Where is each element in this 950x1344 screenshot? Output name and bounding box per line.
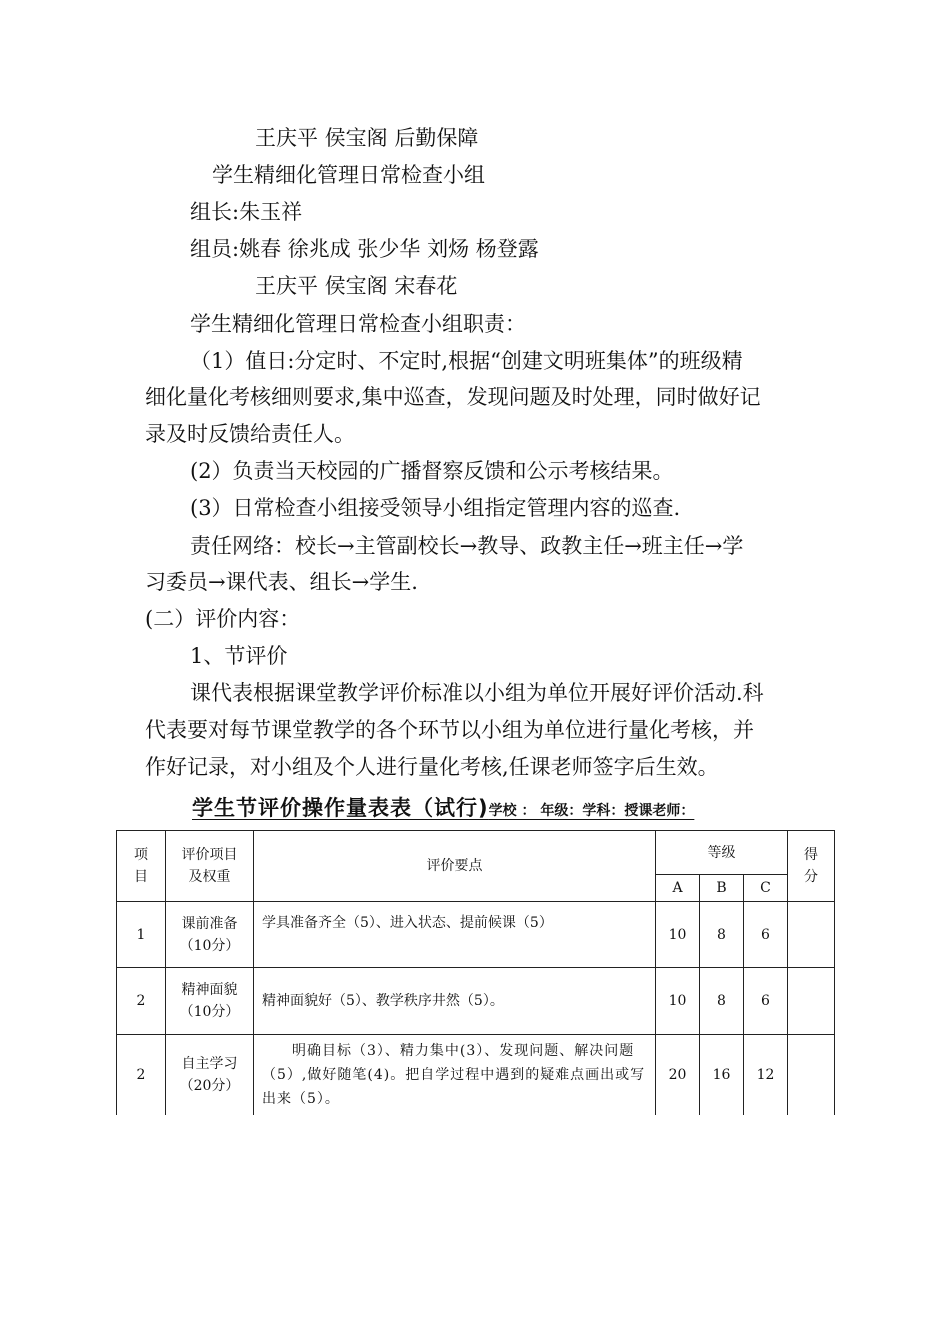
header-item-weight: 评价项目及权重	[166, 831, 254, 902]
paragraph-group-members-cont: 王庆平 侯宝阁 宋春花	[255, 274, 458, 298]
evaluation-table	[116, 830, 835, 1115]
cell-desc	[254, 1035, 656, 1116]
paragraph-responsibility-network: 责任网络：校长→主管副校长→教导、政教主任→班主任→学	[190, 534, 744, 558]
heading-group-duties: 学生精细化管理日常检查小组职责：	[190, 312, 526, 336]
heading-evaluation-content: (二）评价内容：	[145, 607, 301, 631]
cell-item	[166, 1035, 254, 1116]
cell-grade-b: 8	[700, 902, 744, 968]
cell-grade-a: 10	[656, 902, 700, 968]
cell-item-name: 自主学习	[181, 1056, 238, 1072]
table-title	[192, 792, 694, 822]
paragraph-evaluation-desc: 课代表根据课堂教学评价标准以小组为单位开展好评价活动.科	[190, 681, 764, 705]
paragraph-duty-1-end: 录及时反馈给责任人。	[145, 422, 355, 446]
paragraph-duty-1: （1）值日:分定时、不定时,根据“创建文明班集体”的班级精	[190, 349, 743, 373]
cell-item-weight: （20分）	[179, 1078, 240, 1094]
header-grade-b: B	[700, 875, 744, 902]
cell-no: 2	[117, 1035, 166, 1116]
header-grade: 等级	[656, 831, 788, 875]
heading-inspection-group: 学生精细化管理日常检查小组	[212, 163, 485, 187]
header-grade-a: A	[656, 875, 700, 902]
table-title-main: 学生节评价操作量表表（试行)	[192, 796, 489, 820]
cell-grade-a: 10	[656, 968, 700, 1035]
cell-item-name: 课前准备	[181, 915, 238, 932]
cell-desc: 学具准备齐全（5）、进入状态、提前候课（5）	[254, 902, 656, 968]
cell-score	[788, 968, 835, 1035]
cell-grade-c: 6	[744, 968, 788, 1035]
table-row	[117, 902, 835, 968]
paragraph-staff-logistics: 王庆平 侯宝阁 后勤保障	[255, 126, 479, 150]
cell-score	[788, 1035, 835, 1116]
cell-item-weight: （10分）	[179, 937, 240, 954]
cell-no: 2	[117, 968, 166, 1035]
heading-lesson-evaluation: 1、节评价	[190, 644, 288, 668]
paragraph-duty-1-cont: 细化量化考核细则要求,集中巡查，发现问题及时处理，同时做好记	[145, 385, 761, 409]
cell-no: 1	[117, 902, 166, 968]
cell-grade-b: 8	[700, 968, 744, 1035]
cell-item	[166, 968, 254, 1035]
cell-grade-a: 20	[656, 1035, 700, 1116]
cell-desc-text: 明确目标（3）、精力集中(3）、发现问题、解决问题（5）,做好随笔(4)。把自学过程中遇到的疑难点画出或写出来（5）。	[262, 1043, 646, 1107]
header-points: 评价要点	[254, 831, 656, 902]
header-grade-c: C	[744, 875, 788, 902]
header-score: 得分	[788, 831, 835, 902]
header-item: 项目	[117, 831, 166, 902]
table-title-sub: 学校 ： 年级：学科：授课老师：	[488, 803, 695, 819]
cell-item	[166, 902, 254, 968]
cell-score	[788, 902, 835, 968]
cell-item-weight: （10分）	[179, 1004, 240, 1020]
table-header-row	[117, 831, 835, 875]
cell-item-name: 精神面貌	[181, 982, 238, 998]
paragraph-group-leader: 组长:朱玉祥	[190, 200, 303, 224]
paragraph-group-members: 组员:姚春 徐兆成 张少华 刘炀 杨登露	[190, 237, 539, 261]
paragraph-evaluation-desc-cont: 代表要对每节课堂教学的各个环节以小组为单位进行量化考核，并	[145, 718, 754, 742]
paragraph-evaluation-desc-end: 作好记录，对小组及个人进行量化考核,任课老师签字后生效。	[145, 755, 719, 779]
cell-grade-c: 12	[744, 1035, 788, 1116]
paragraph-duty-3: (3）日常检查小组接受领导小组指定管理内容的巡查.	[190, 496, 681, 520]
cell-grade-b: 16	[700, 1035, 744, 1116]
table-row	[117, 1035, 835, 1116]
table-row	[117, 968, 835, 1035]
cell-grade-c: 6	[744, 902, 788, 968]
cell-desc: 精神面貌好（5）、教学秩序井然（5）。	[254, 968, 656, 1035]
paragraph-responsibility-network-cont: 习委员→课代表、组长→学生.	[145, 570, 418, 594]
paragraph-duty-2: (2）负责当天校园的广播督察反馈和公示考核结果。	[190, 459, 674, 483]
